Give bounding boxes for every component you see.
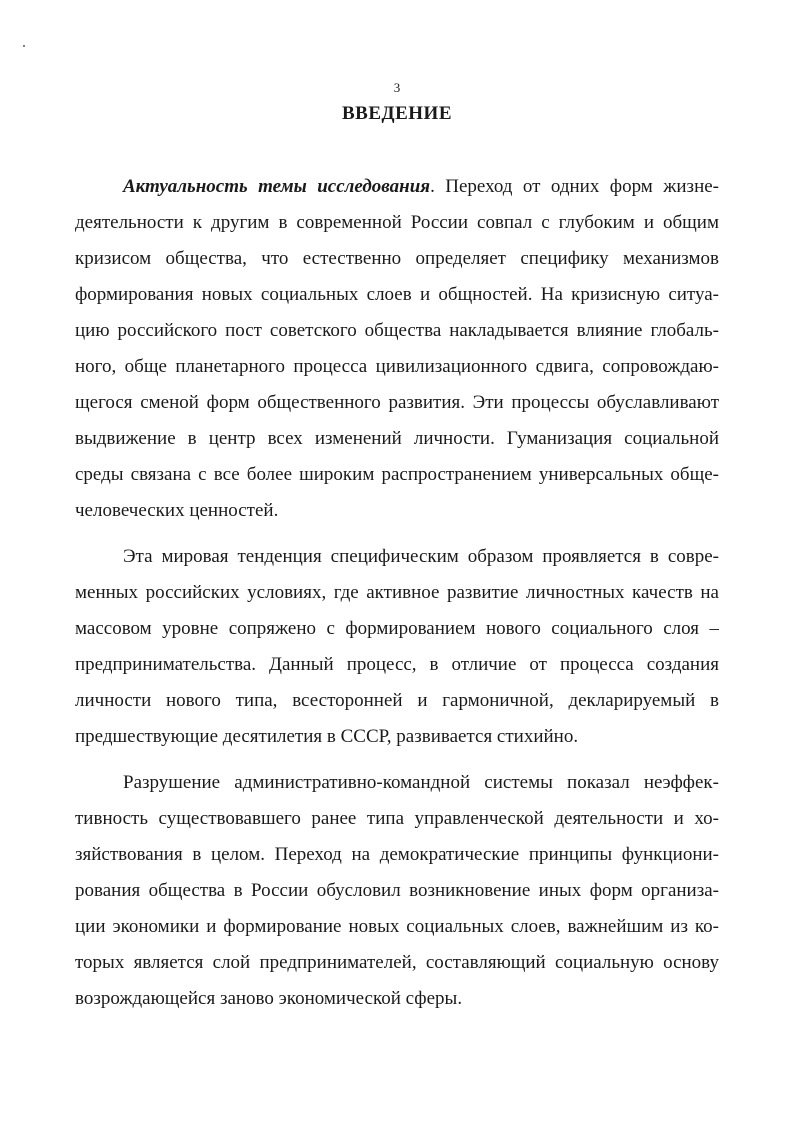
paragraph-line: тивность существовавшего ранее типа управленческой деятельности и хо- bbox=[75, 808, 719, 829]
paragraph-line: кризисом общества, что естественно определяет специфику механизмов bbox=[75, 248, 719, 269]
paragraph-gap bbox=[75, 755, 719, 765]
paragraph-line: среды связана с все более широким распространением универсальных обще- bbox=[75, 464, 719, 485]
paragraph-line: личности нового типа, всесторонней и гармоничной, декларируемый в bbox=[75, 690, 719, 711]
scan-speck bbox=[23, 45, 25, 47]
paragraph-line: выдвижение в центр всех изменений личности. Гуманизация социальной bbox=[75, 428, 719, 449]
paragraph-line: торых является слой предпринимателей, составляющий социальную основу bbox=[75, 952, 719, 973]
paragraph-line: рования общества в России обусловил возникновение иных форм организа- bbox=[75, 880, 719, 901]
paragraph-line: Эта мировая тенденция специфическим образом проявляется в совре- bbox=[123, 546, 719, 567]
paragraph-line: менных российских условиях, где активное развитие личностных качеств на bbox=[75, 582, 719, 603]
paragraph-trend bbox=[75, 539, 719, 755]
paragraph-line: щегося сменой форм общественного развития. Эти процессы обуславливают bbox=[75, 392, 719, 413]
paragraph-line: зяйствования в целом. Переход на демократические принципы функциони- bbox=[75, 844, 719, 865]
paragraph-line: цию российского пост советского общества накладывается влияние глобаль- bbox=[75, 320, 719, 341]
body-text bbox=[75, 169, 719, 1017]
paragraph-line: формирования новых социальных слоев и общностей. На кризисную ситуа- bbox=[75, 284, 719, 305]
page-number: 3 bbox=[393, 80, 401, 95]
paragraph-line: ции экономики и формирование новых социальных слоев, важнейшим из ко- bbox=[75, 916, 719, 937]
paragraph-line: Разрушение административно-командной системы показал неэффек- bbox=[123, 772, 719, 793]
paragraph-line: деятельности к другим в современной России совпал с глубоким и общим bbox=[75, 212, 719, 233]
paragraph-line bbox=[75, 169, 719, 205]
paragraph-gap bbox=[75, 529, 719, 539]
paragraph-line: предпринимательства. Данный процесс, в отличие от процесса создания bbox=[75, 654, 719, 675]
paragraph-line: ного, обще планетарного процесса цивилизационного сдвига, сопровождаю- bbox=[75, 356, 719, 377]
emphasized-lead: Актуальность темы исследования bbox=[123, 176, 431, 197]
page-title: ВВЕДЕНИЕ bbox=[342, 103, 452, 124]
paragraph-line: предшествующие десятилетия в СССР, развивается стихийно. bbox=[75, 726, 579, 747]
paragraph-line: массовом уровне сопряжено с формированием нового социального слоя – bbox=[75, 618, 719, 639]
paragraph-destruction bbox=[75, 765, 719, 1017]
lead-tail: . Переход от одних форм жизне- bbox=[430, 176, 719, 197]
paragraph-line: возрождающейся заново экономической сферы. bbox=[75, 988, 463, 1009]
paragraph-relevance bbox=[75, 169, 719, 529]
paragraph-line: человеческих ценностей. bbox=[75, 500, 279, 521]
